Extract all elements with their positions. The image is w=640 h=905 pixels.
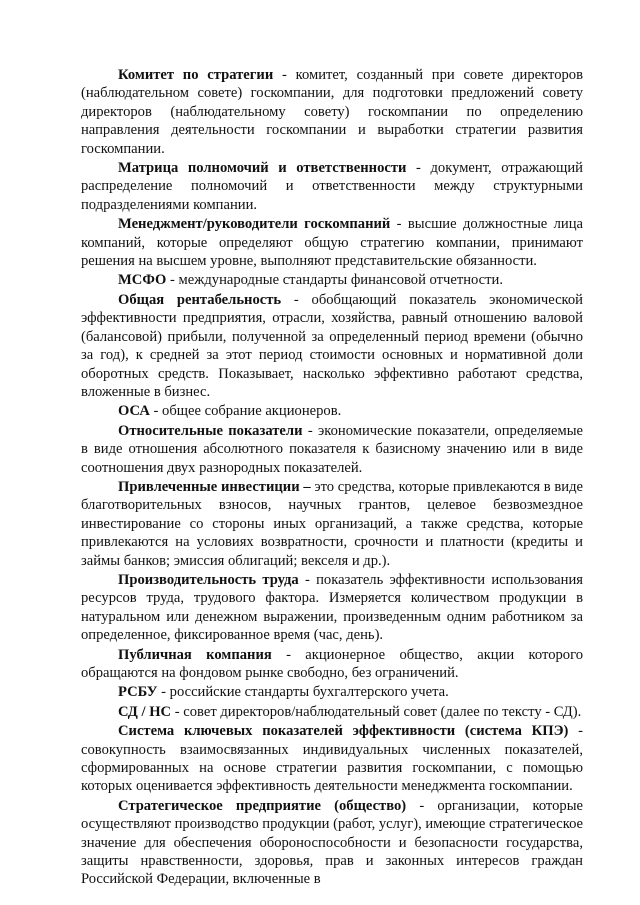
glossary-definition: - общее собрание акционеров. (149, 403, 342, 420)
glossary-entry-board (81, 703, 583, 721)
glossary-term: МСФО (118, 272, 167, 289)
glossary-entry-labor-productivity (81, 571, 583, 645)
glossary-definition: - высшие должностные лица компаний, которые определяют общую стратегию компании, принимают решения на высшем уровне, выполняют представительские обязанности. (81, 216, 583, 270)
glossary-definition: - совет директоров/наблюдательный совет (далее по тексту - СД). (171, 703, 582, 720)
glossary-term: Привлеченные инвестиции – (118, 478, 311, 495)
glossary-term: Комитет по стратегии (118, 67, 274, 83)
glossary-entry-profitability (81, 291, 583, 401)
glossary-definition: - международные стандарты финансовой отчетности. (166, 272, 503, 289)
glossary-entry-ifrs (81, 271, 583, 289)
glossary-definition: - обобщающий показатель экономической эффективности предприятия, отрасли, хозяйства, равный отношению валовой (балансовой) прибыли, полученной за определенный период времени (обычно за год), к средней за этот период стоимости основных и нормативной доли оборотных средств. Показывает, насколько эффективно работают средства, вложенные в бизнес. (81, 291, 583, 400)
glossary-term: РСБУ (118, 684, 158, 701)
glossary-definition: - акционерное общество, акции которого обращаются на фондовом рынке свободно, без ограничений. (81, 646, 583, 681)
glossary-entry-shareholders-meeting (81, 402, 583, 420)
glossary-entry-attracted-investments (81, 478, 583, 570)
glossary-definition: - показатель эффективности использования ресурсов труда, трудового фактора. Измеряется количеством продукции в натуральном или денежном выражении, произведенным одним работником за определенное, фиксированное время (час, день). (81, 571, 583, 644)
glossary-entry-authority-matrix (81, 159, 583, 214)
glossary-term: Общая рентабельность (118, 291, 282, 308)
glossary-term: Публичная компания (118, 646, 272, 663)
glossary-definition: - совокупность взаимосвязанных индивидуальных численных показателей, сформированных на основе стратегии развития госкомпании, с помощью которых оценивается эффективность деятельности менеджмента госкомпании. (81, 723, 583, 795)
glossary-term: Относительные показатели (118, 422, 303, 439)
glossary-entry-kpi-system (81, 722, 583, 796)
glossary-definition: - экономические показатели, определяемые в виде отношения абсолютного показателя к базисному значению или в виде соотношения двух разнородных показателей. (81, 422, 583, 476)
glossary-definition: - комитет, созданный при совете директоров (наблюдательном совете) госкомпании, для подготовки предложений совету директоров (наблюдательному совету) госкомпании по определению направления деятельности госкомпании и выработки стратегии развития госкомпании. (81, 67, 583, 157)
glossary-entry-strategy-committee (81, 66, 583, 158)
glossary-entry-ras (81, 683, 583, 701)
glossary-entry-management (81, 215, 583, 270)
glossary-definition: - российские стандарты бухгалтерского учета. (157, 684, 449, 701)
glossary-definition: это средства, которые привлекаются в виде благотворительных взносов, научных грантов, целевое безвозмездное инвестирование со стороны иных организаций, а также средства, которые привлекаются на условиях возвратности, срочности и платности (кредиты и займы банков; эмиссия облигаций; векселя и др.). (81, 478, 583, 569)
glossary-term: Производительность труда (118, 571, 299, 588)
glossary-term: СД / НС (118, 703, 172, 720)
glossary-definition: - организации, которые осуществляют производство продукции (работ, услуг), имеющие стратегическое значение для обеспечения обороноспособности и безопасности государства, защиты нравственности, здоровья, прав и законных интересов граждан Российской Федерации, включенные в (81, 797, 584, 888)
glossary-term: Матрица полномочий и ответственности (118, 160, 407, 177)
glossary-entry-public-company (81, 646, 583, 683)
glossary-term: Менеджмент/руководители госкомпаний (118, 216, 391, 233)
glossary-term: ОСА (118, 403, 150, 420)
glossary-term: Система ключевых показателей эффективности (система КПЭ) (118, 723, 569, 740)
glossary (81, 66, 583, 890)
glossary-entry-strategic-enterprise (81, 797, 583, 889)
glossary-term: Стратегическое предприятие (общество) (118, 797, 407, 814)
glossary-definition: - документ, отражающий распределение полномочий и ответственности между структурными подразделениями компании. (81, 160, 583, 213)
glossary-entry-relative-indicators (81, 422, 583, 477)
